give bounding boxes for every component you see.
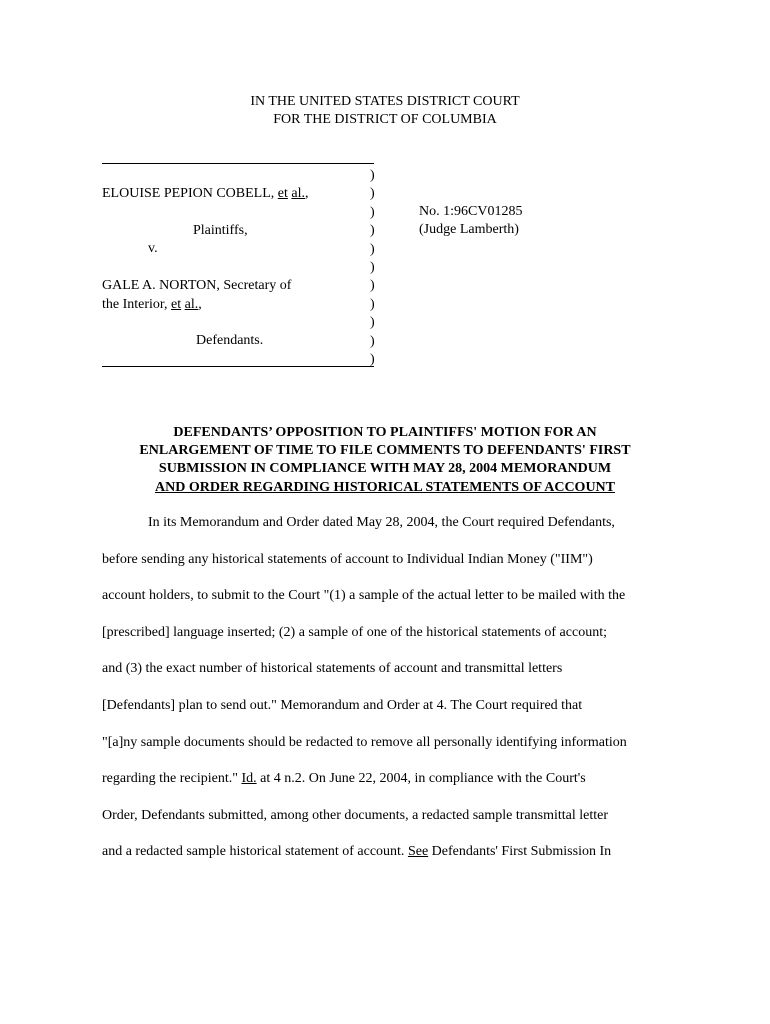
body-text-segment: regarding the recipient." <box>102 771 242 787</box>
body-line: Order, Defendants submitted, among other documents, a redacted sample transmittal letter <box>102 807 608 823</box>
id-citation: Id. <box>241 771 257 787</box>
paren: ) <box>370 241 375 257</box>
paren: ) <box>370 259 375 275</box>
comma: , <box>198 297 202 312</box>
court-district-line: FOR THE DISTRICT OF COLUMBIA <box>273 112 497 127</box>
defendant-name-line1: GALE A. NORTON, Secretary of <box>102 278 292 293</box>
body-line: before sending any historical statements of account to Individual Indian Money ("IIM") <box>102 551 593 567</box>
caption-bottom-rule <box>102 366 374 367</box>
body-line <box>102 843 682 880</box>
body-line: account holders, to submit to the Court "(1) a sample of the actual letter to be mailed with the <box>102 588 626 604</box>
caption-parentheses <box>370 167 380 369</box>
paren: ) <box>370 351 375 367</box>
plaintiff-name <box>102 185 309 203</box>
paren: ) <box>370 186 375 202</box>
body-line: and (3) the exact number of historical statements of account and transmittal letters <box>102 661 563 677</box>
case-caption <box>102 160 382 372</box>
caption-top-rule <box>102 163 374 164</box>
body-text-segment: at 4 n.2. On June 22, 2004, in compliance with the Court's <box>256 771 586 787</box>
court-header <box>0 93 770 129</box>
et-underlined: et <box>171 297 182 312</box>
et-underlined: et <box>277 186 288 201</box>
paren: ) <box>370 278 375 294</box>
document-title <box>0 424 770 497</box>
paren: ) <box>370 315 375 331</box>
see-signal: See <box>407 844 429 860</box>
title-line-3: SUBMISSION IN COMPLIANCE WITH MAY 28, 2004 MEMORANDUM <box>158 461 612 477</box>
defendants-label: Defendants. <box>196 333 264 348</box>
court-name-line: IN THE UNITED STATES DISTRICT COURT <box>250 94 520 109</box>
defendant-name-line2 <box>102 296 202 314</box>
paren: ) <box>370 168 375 183</box>
body-paragraph <box>102 514 682 880</box>
defendant-line2-text: the Interior, <box>102 297 172 312</box>
body-line: In its Memorandum and Order dated May 28, 2004, the Court required Defendants, <box>148 515 615 530</box>
case-info <box>419 203 522 239</box>
paren: ) <box>370 296 375 312</box>
title-line-4: AND ORDER REGARDING HISTORICAL STATEMENTS OF ACCOUNT <box>155 479 615 495</box>
body-line: [prescribed] language inserted; (2) a sample of one of the historical statements of account; <box>102 624 607 640</box>
body-line <box>102 770 682 807</box>
versus-label: v. <box>148 241 158 256</box>
body-text-segment: and a redacted sample historical statement of account. <box>102 844 408 860</box>
case-number: No. 1:96CV01285 <box>419 204 523 219</box>
title-line-1: DEFENDANTS’ OPPOSITION TO PLAINTIFFS' MOTION FOR AN <box>173 425 597 440</box>
al-underlined: al. <box>184 297 199 312</box>
body-line: [Defendants] plan to send out." Memorandum and Order at 4. The Court required that <box>102 697 583 713</box>
paren: ) <box>370 204 375 220</box>
comma: , <box>305 186 309 201</box>
paren: ) <box>370 333 375 349</box>
body-line: "[a]ny sample documents should be redacted to remove all personally identifying information <box>102 734 627 750</box>
al-underlined: al. <box>291 186 305 201</box>
plaintiffs-label: Plaintiffs, <box>193 223 248 238</box>
paren: ) <box>370 223 375 239</box>
title-line-2: ENLARGEMENT OF TIME TO FILE COMMENTS TO DEFENDANTS' FIRST <box>139 443 631 459</box>
judge-name: (Judge Lamberth) <box>419 222 519 237</box>
plaintiff-name-text: ELOUISE PEPION COBELL, <box>102 186 278 201</box>
body-text-segment: Defendants' First Submission In <box>428 844 612 860</box>
